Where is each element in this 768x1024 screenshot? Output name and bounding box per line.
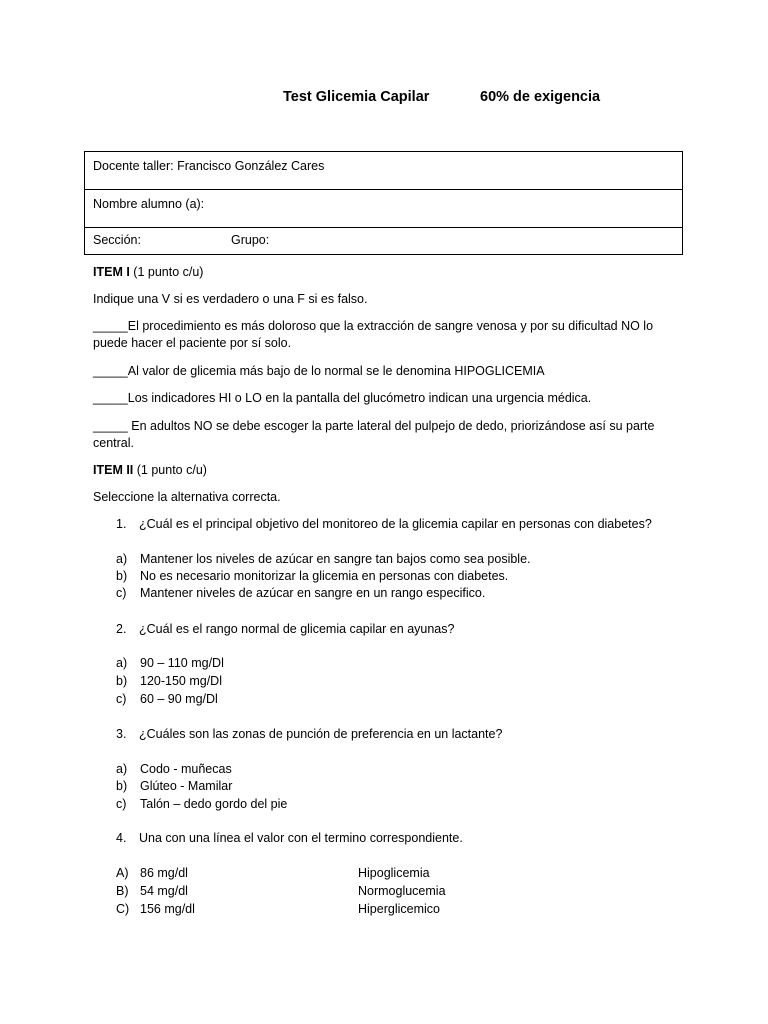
item1-instruction: Indique una V si es verdadero o una F si es falso. <box>93 292 368 306</box>
option-mark: c) <box>116 586 127 600</box>
option-mark: A) <box>116 866 129 880</box>
item2-instruction: Seleccione la alternativa correcta. <box>93 490 281 504</box>
info-table <box>84 151 683 255</box>
question-4-term-1[interactable]: Hipoglicemia <box>358 866 430 880</box>
question-1-number: 1. <box>116 517 127 531</box>
option-mark: c) <box>116 797 127 811</box>
item1-points: (1 punto c/u) <box>129 265 204 279</box>
question-4-text: Una con una línea el valor con el termino correspondiente. <box>139 831 463 845</box>
item1-statement-4: _____ En adultos NO se debe escoger la parte lateral del pulpejo de dedo, priorizándose así su parte central. <box>93 419 655 450</box>
item2-points: (1 punto c/u) <box>133 463 207 477</box>
item1-title: ITEM I <box>93 265 130 279</box>
option-mark: C) <box>116 902 130 916</box>
option-mark: a) <box>116 552 128 566</box>
option-text: Codo - muñecas <box>140 762 232 776</box>
student-name-field[interactable]: Nombre alumno (a): <box>93 197 205 211</box>
question-2-text: ¿Cuál es el rango normal de glicemia capilar en ayunas? <box>139 622 455 636</box>
section-group-row <box>85 228 682 254</box>
group-field[interactable]: Grupo: <box>231 233 270 247</box>
item1-statement-3: _____Los indicadores HI o LO en la pantalla del glucómetro indican una urgencia médica. <box>93 391 592 405</box>
question-4-term-3[interactable]: Hiperglicemico <box>358 902 440 916</box>
option-mark: b) <box>116 674 128 688</box>
item2-title: ITEM II <box>93 463 134 477</box>
teacher-label: Docente taller: Francisco González Cares <box>93 159 325 173</box>
option-text: No es necesario monitorizar la glicemia en personas con diabetes. <box>140 569 509 583</box>
option-mark: c) <box>116 692 127 706</box>
question-3-number: 3. <box>116 727 127 741</box>
option-mark: B) <box>116 884 129 898</box>
option-text: Glúteo - Mamilar <box>140 779 233 793</box>
option-text: 54 mg/dl <box>140 884 188 898</box>
section-field[interactable]: Sección: <box>93 233 141 247</box>
question-3-text: ¿Cuáles son las zonas de punción de preferencia en un lactante? <box>139 727 503 741</box>
requirement-label: 60% de exigencia <box>480 89 601 105</box>
option-text: Mantener los niveles de azúcar en sangre tan bajos como sea posible. <box>140 552 531 566</box>
option-mark: b) <box>116 779 128 793</box>
item1-statement-1: _____El procedimiento es más doloroso que la extracción de sangre venosa y por su dificultad NO lo puede hacer el paciente por sí solo. <box>93 319 654 350</box>
item1-heading <box>93 264 683 281</box>
option-text: Talón – dedo gordo del pie <box>140 797 288 811</box>
option-text: Mantener niveles de azúcar en sangre en un rango especifico. <box>140 586 486 600</box>
option-text: 60 – 90 mg/Dl <box>140 692 218 706</box>
option-mark: a) <box>116 762 128 776</box>
question-4-term-2[interactable]: Normoglucemia <box>358 884 446 898</box>
question-2-number: 2. <box>116 622 127 636</box>
item2-heading <box>93 462 683 479</box>
teacher-row <box>85 152 682 190</box>
student-row <box>85 190 682 228</box>
option-mark: b) <box>116 569 128 583</box>
question-4-number: 4. <box>116 831 127 845</box>
option-text: 90 – 110 mg/Dl <box>140 656 224 670</box>
option-mark: a) <box>116 656 128 670</box>
option-text: 86 mg/dl <box>140 866 188 880</box>
item1-statement-2: _____Al valor de glicemia más bajo de lo normal se le denomina HIPOGLICEMIA <box>93 364 545 378</box>
question-1-text: ¿Cuál es el principal objetivo del monitoreo de la glicemia capilar en personas con diabetes? <box>139 517 652 531</box>
option-text: 156 mg/dl <box>140 902 195 916</box>
option-text: 120-150 mg/Dl <box>140 674 222 688</box>
document-title: Test Glicemia Capilar <box>283 89 430 105</box>
